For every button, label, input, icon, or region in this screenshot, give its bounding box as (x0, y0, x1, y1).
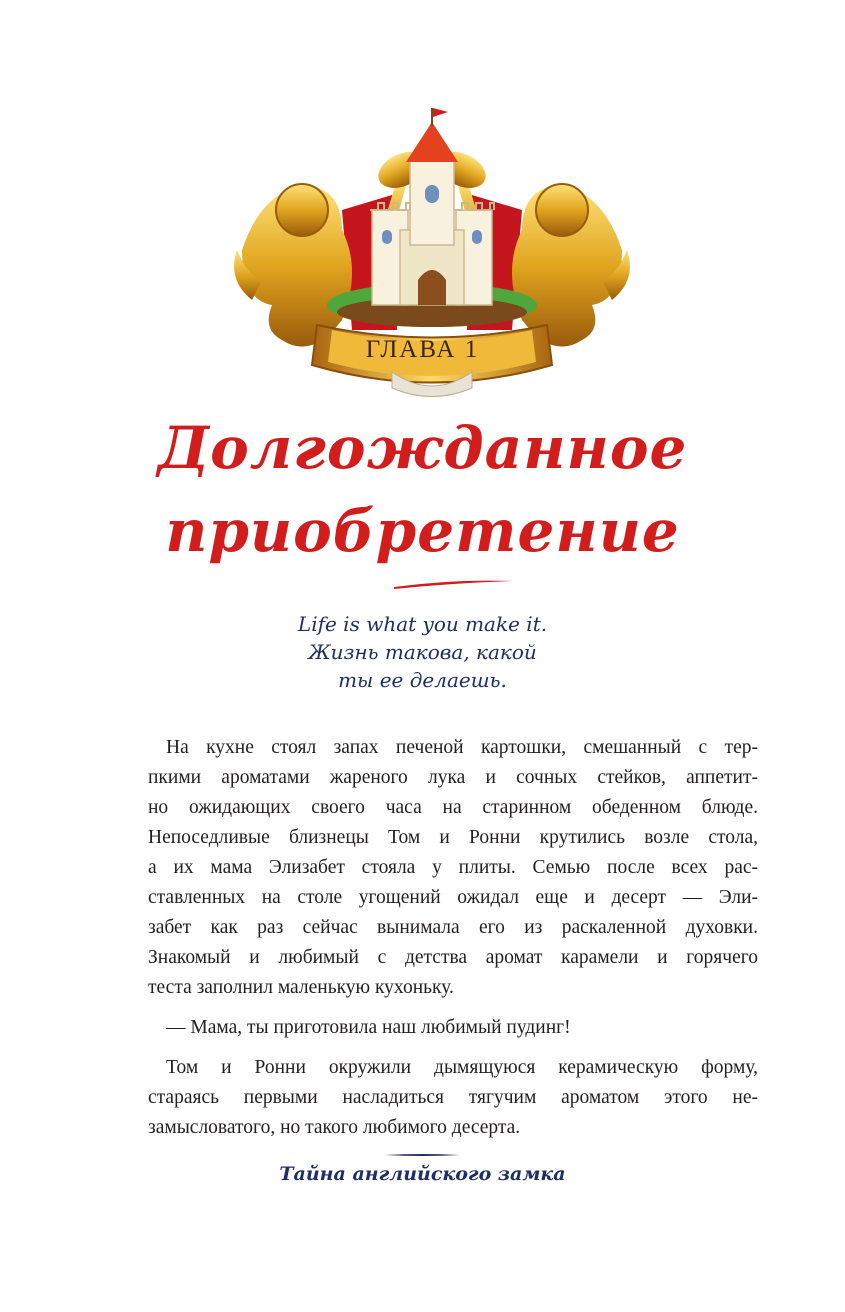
body-text-line: Непоседливые близнецы Том и Ронни крутились возле стола, (148, 827, 758, 848)
dialogue-line: — Мама, ты приготовила наш любимый пудинг! (166, 1017, 571, 1038)
body-text-line: замысловатого, но такого любимого десерта. (148, 1117, 521, 1138)
body-text-line: забет как раз сейчас вынимала его из раскаленной духовки. (148, 917, 758, 938)
body-text-line: ставленных на столе угощений ожидал еще и десерт — Эли- (148, 887, 758, 908)
body-text-line: стараясь первыми насладиться тягучим ароматом этого не- (148, 1087, 758, 1108)
body-text-line: Том и Ронни окружили дымящуюся керамическую форму, (166, 1057, 758, 1078)
body-text-line: но ожидающих своего часа на старинном обеденном блюде. (148, 797, 758, 818)
running-footer-book-title: Тайна английского замка (279, 1163, 566, 1185)
epigraph-line-2: Жизнь такова, какой (308, 640, 537, 664)
chapter-title-line-1: Долгожданное (157, 414, 688, 482)
body-text-line: а их мама Элизабет стояла у плиты. Семью после всех рас- (148, 857, 758, 878)
body-text-line: На кухне стоял запах печеной картошки, смешанный с тер- (166, 737, 758, 758)
footer-divider (385, 1153, 460, 1157)
body-text-line: пкими ароматами жареного лука и сочных стейков, аппетит- (148, 767, 758, 788)
body-text-line: теста заполнил маленькую кухоньку. (148, 977, 454, 998)
epigraph-line-1: Life is what you make it. (297, 612, 548, 636)
chapter-label: ГЛАВА 1 (365, 336, 480, 363)
chapter-title-line-2: приобретение (165, 497, 680, 565)
epigraph-line-3: ты ее делаешь. (338, 668, 507, 692)
title-divider (392, 578, 514, 590)
body-text-line: Знакомый и любимый с детства аромат карамели и горячего (148, 947, 758, 968)
